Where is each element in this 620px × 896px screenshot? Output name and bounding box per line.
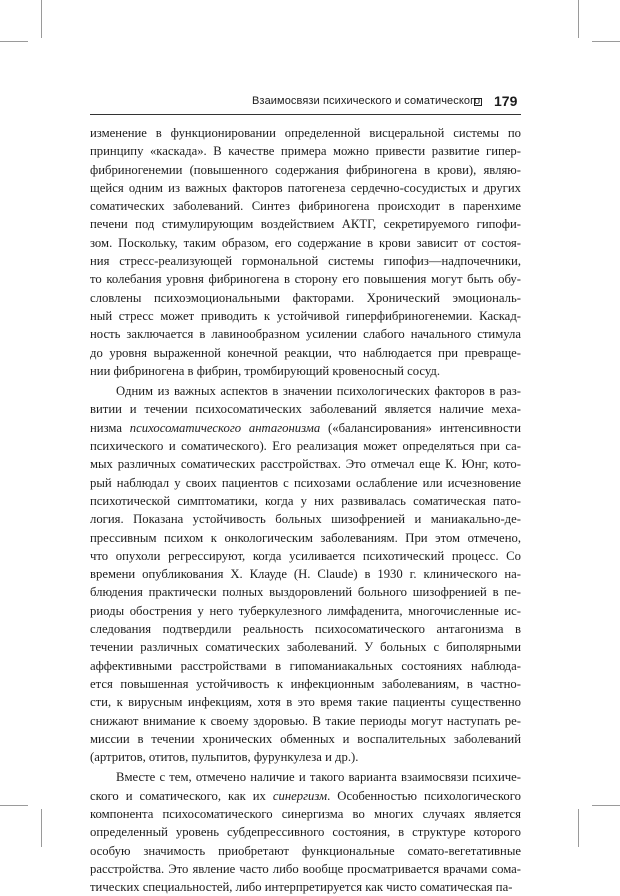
body-text — [90, 124, 521, 896]
text-line — [90, 823, 521, 841]
crop-mark-left-lower — [0, 805, 28, 806]
text-run: логия. Показана устойчивость больных шизофренией и маниакально-де- — [90, 512, 521, 527]
text-line — [90, 529, 521, 547]
text-line — [90, 362, 521, 380]
crop-mark-right-upper — [592, 41, 620, 42]
text-run: (артритов, отитов, пульпитов, фурункулеза и др.). — [90, 750, 359, 765]
text-run: аффективными расстройствами в гипоманиакальных состояниях наблюда- — [90, 658, 521, 673]
text-line — [90, 455, 521, 473]
text-run: ского и соматического, как их — [90, 788, 273, 803]
text-line — [90, 787, 521, 805]
text-run: ния стресс-реализующей гормональной системы гипофиз—надпочечники, — [90, 254, 521, 269]
text-run: ется повышенная устойчивость к инфекционным заболеваниям, в частно- — [90, 676, 521, 691]
text-line — [90, 307, 521, 325]
text-line — [90, 860, 521, 878]
text-run: Вместе с тем, отмечено наличие и такого варианта взаимосвязи психиче- — [116, 770, 521, 785]
text-line — [90, 142, 521, 160]
text-run: печени под стимулирующим воздействием АКТГ, секретируемого гипофи- — [90, 217, 521, 232]
text-run: низма — [90, 420, 130, 435]
text-line — [90, 510, 521, 528]
text-line — [90, 197, 521, 215]
paragraph — [90, 382, 521, 766]
text-line — [90, 657, 521, 675]
text-run: нии фибриногена в фибрин, тромбирующий кровеносный сосуд. — [90, 363, 441, 378]
text-line — [90, 730, 521, 748]
text-run: щейся одним из важных факторов патогенеза сердечно-сосудистых и других — [90, 180, 521, 195]
text-line — [90, 768, 521, 786]
text-run: соматических заболеваний. Синтез фибриногена происходит в паренхиме — [90, 199, 521, 214]
text-line — [90, 748, 521, 766]
text-line — [90, 602, 521, 620]
text-run: . Особенностью психологического — [327, 788, 521, 803]
text-line — [90, 252, 521, 270]
text-line — [90, 620, 521, 638]
italic-term: психосоматического антагонизма — [129, 420, 321, 435]
square-bullet-icon — [474, 98, 482, 106]
text-run: снижают внимание к своему здоровью. В такие периоды могут наступать ре- — [90, 713, 521, 728]
crop-mark-top-left — [41, 0, 42, 38]
text-run: определенный уровень субдепрессивного состояния, в структуре которого — [90, 825, 521, 840]
text-line — [90, 492, 521, 510]
text-run: компонента психосоматического синергизма во многих случаях является — [90, 806, 521, 821]
running-head — [90, 93, 521, 111]
text-run: то колебания уровня фибриногена в сторону его повышения могут быть обу- — [90, 272, 521, 287]
crop-mark-top-right — [578, 0, 579, 38]
text-run: что опухоли регрессируют, когда усиливается психотический процесс. Со — [90, 548, 521, 563]
text-line — [90, 565, 521, 583]
text-run: блюдения практически полных выздоровлений больного шизофренией в пе- — [90, 585, 521, 600]
text-run: расстройства. Это явление часто либо вообще просматривается врачами сома- — [90, 861, 521, 876]
text-run: тических специальностей, либо интерпретируется как чисто соматическая па- — [90, 880, 513, 895]
running-head-title: Взаимосвязи психического и соматического — [252, 95, 481, 107]
text-run: времени опубликования Х. Клауде (H. Claude) в 1930 г. клинического на- — [90, 567, 521, 582]
text-run: рый наблюдал у своих пациентов с психозами ослабление или исчезновение — [90, 475, 521, 490]
text-line — [90, 583, 521, 601]
text-line — [90, 842, 521, 860]
text-run: особую значимость приобретают функциональные сомато-вегетативные — [90, 843, 521, 858]
text-run: Одним из важных аспектов в значении психологических факторов в раз- — [116, 384, 521, 399]
text-run: мых различных соматических расстройствах. Это отмечал еще К. Юнг, кото- — [90, 457, 521, 472]
text-run: («балансирования» интенсивности — [320, 420, 521, 435]
crop-mark-left-upper — [0, 41, 28, 42]
text-line — [90, 474, 521, 492]
text-line — [90, 419, 521, 437]
text-line — [90, 124, 521, 142]
text-run: миссии в течении хронических обменных и воспалительных заболеваний — [90, 731, 521, 746]
text-run: психотической симптоматики, когда у них развивалась соматическая пато- — [90, 493, 521, 508]
text-run: витии и течении психосоматических заболеваний является наличие меха- — [90, 402, 521, 417]
text-run: изменение в функционировании определенной висцеральной системы по — [90, 126, 521, 140]
header-rule — [90, 114, 521, 115]
text-run: сти, к вирусным инфекциям, хотя в это время такие пациенты существенно — [90, 695, 521, 710]
crop-mark-right-lower — [592, 805, 620, 806]
text-run: принципу «каскада». В качестве примера можно привести развитие гипер- — [90, 144, 521, 159]
text-line — [90, 712, 521, 730]
text-line — [90, 547, 521, 565]
text-run: фибриногенемии (повышенного содержания фибриногена в крови), являю- — [90, 162, 521, 177]
text-run: словлены психоэмоциональными факторами. Хронический эмоциональ- — [90, 290, 521, 305]
paragraph — [90, 124, 521, 380]
text-line — [90, 437, 521, 455]
text-run: ный стресс может приводить к устойчивой гиперфибриногенемии. Каскад- — [90, 308, 521, 323]
text-line — [90, 693, 521, 711]
text-run: течении различных соматических заболеваний. У больных с биполярными — [90, 640, 521, 655]
text-line — [90, 161, 521, 179]
crop-mark-bottom-right — [578, 809, 579, 847]
paragraph — [90, 768, 521, 896]
text-line — [90, 325, 521, 343]
text-run: следования подтвердили реальность психосоматического антагонизма в — [90, 622, 521, 637]
text-line — [90, 215, 521, 233]
text-line — [90, 805, 521, 823]
text-line — [90, 179, 521, 197]
crop-mark-bottom-left — [41, 809, 42, 847]
text-line — [90, 289, 521, 307]
text-line — [90, 382, 521, 400]
text-run: прессивным психом к онкологическим заболеваниям. При этом отмечено, — [90, 530, 521, 545]
text-line — [90, 344, 521, 362]
text-run: до уровня выраженной конечной реакции, что наблюдается при превраще- — [90, 345, 521, 360]
text-run: зом. Поскольку, таким образом, его содержание в крови зависит от состоя- — [90, 235, 521, 250]
text-run: психического и соматического). Его реализация может определяться при са- — [90, 439, 521, 454]
italic-term: синергизм — [272, 788, 328, 803]
text-run: риоды обострения у него туберкулезного лимфаденита, многочисленные ис- — [90, 603, 521, 618]
page-number: 179 — [494, 93, 518, 109]
text-line — [90, 234, 521, 252]
text-line — [90, 270, 521, 288]
text-line — [90, 878, 521, 896]
text-line — [90, 638, 521, 656]
text-line — [90, 400, 521, 418]
text-run: ность заключается в лавинообразном усилении слабого начального стимула — [90, 327, 521, 342]
text-line — [90, 675, 521, 693]
